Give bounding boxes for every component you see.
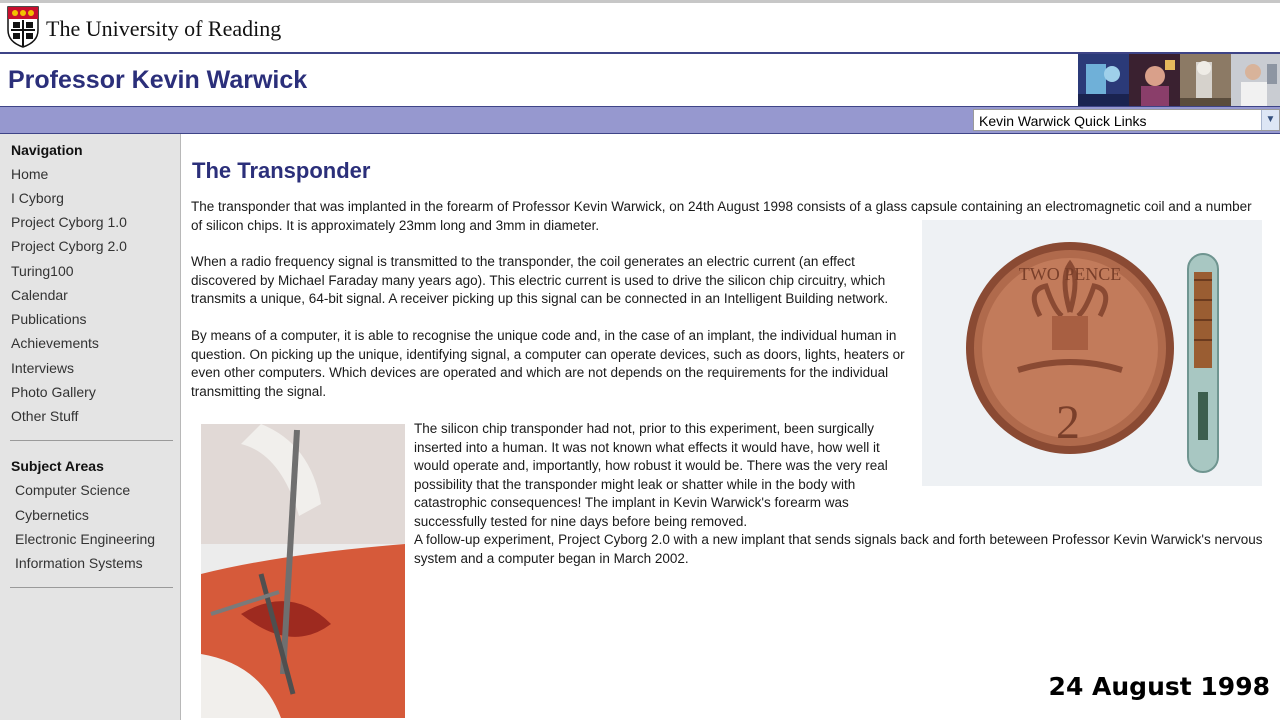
university-name[interactable]: The University of Reading — [46, 16, 282, 41]
university-header — [0, 0, 1280, 54]
nav-item-project-cyborg-2[interactable]: Project Cyborg 2.0 — [11, 238, 127, 254]
page-title: Professor Kevin Warwick — [8, 66, 308, 94]
sidebar-divider — [10, 440, 173, 441]
nav-item-project-cyborg-1[interactable]: Project Cyborg 1.0 — [11, 214, 127, 230]
paragraph-radio: When a radio frequency signal is transmitted to the transponder, the coil generates an electric current (an effect discovered by Michael Faraday many years ago). This electric current is used to drive the silicon chip circuitry, which transmits a unique, 64-bit signal. A receiver picking up this signal can be connected in an Intelligent Building network. — [191, 254, 889, 306]
implant-surgery-photo — [201, 424, 405, 718]
subject-item-information-systems[interactable]: Information Systems — [15, 555, 143, 571]
nav-item-publications[interactable]: Publications — [11, 311, 87, 327]
date-caption: 24 August 1998 — [1048, 672, 1270, 701]
sidebar — [0, 134, 181, 720]
paragraph-intro: The transponder that was implanted in the forearm of Professor Kevin Warwick, on 24th August 1998 consists of a glass capsule containing an electromagnetic coil and a number of silicon chips. It is approximately 23mm long and 3mm in diameter. — [191, 199, 1252, 233]
paragraph-surgery — [414, 420, 914, 531]
nav-item-i-cyborg[interactable]: I Cyborg — [11, 190, 64, 206]
header-photo-lab — [1129, 54, 1180, 106]
university-crest-icon[interactable] — [7, 6, 39, 48]
header-photo-portrait — [1231, 54, 1280, 106]
quicklinks-select[interactable] — [973, 109, 1280, 131]
nav-item-home[interactable]: Home — [11, 166, 49, 182]
subject-areas-heading: Subject Areas — [11, 458, 104, 474]
subject-item-electronic-engineering[interactable]: Electronic Engineering — [15, 531, 156, 547]
paragraph-surgery-text: The silicon chip transponder had not, prior to this experiment, been surgically inserted into a human. It was not known what effects it would have, how well it would operate and, importantly, how robust it would be. There was the very real possibility that the transponder might leak or shatter while in the body with catastrophic consequences! The implant in Kevin Warwick's forearm was successfully tested for nine days before being removed. — [414, 421, 888, 529]
header-photo-strip — [1078, 54, 1280, 106]
title-bar — [0, 54, 1280, 106]
nav-item-other-stuff[interactable]: Other Stuff — [11, 408, 79, 424]
coin-inscription: TWO PENCE — [1018, 264, 1122, 284]
subject-item-computer-science[interactable]: Computer Science — [15, 482, 131, 498]
quicklinks-bar — [0, 106, 1280, 134]
header-photo-robot — [1078, 54, 1129, 106]
chevron-down-icon[interactable]: ▼ — [1261, 110, 1279, 130]
paragraph-computer: By means of a computer, it is able to recognise the unique code and, in the case of an implant, the individual human in question. On picking up the unique, identifying signal, a computer can operate devices, such as doors, lights, heaters or even other computers. Which devices are operated and which are not depends on the requirements for the individual transmitting the signal. — [191, 328, 905, 399]
transponder-coin-photo — [922, 220, 1262, 486]
content-heading: The Transponder — [192, 158, 371, 183]
nav-item-photo-gallery[interactable]: Photo Gallery — [11, 384, 96, 400]
nav-item-turing100[interactable]: Turing100 — [11, 263, 74, 279]
navigation-heading: Navigation — [11, 142, 83, 158]
coin-numeral: 2 — [1056, 396, 1080, 449]
header-photo-robot-figure — [1180, 54, 1231, 106]
quicklinks-selected-value: Kevin Warwick Quick Links — [979, 113, 1147, 129]
nav-item-calendar[interactable]: Calendar — [11, 287, 68, 303]
subject-item-cybernetics[interactable]: Cybernetics — [15, 507, 89, 523]
nav-item-interviews[interactable]: Interviews — [11, 360, 75, 376]
sidebar-divider — [10, 587, 173, 588]
paragraph-follow-up: A follow-up experiment, Project Cyborg 2.0 with a new implant that sends signals back and forth beteween Professor Kevin Warwick's nervous system and a computer began in March 2002. — [414, 532, 1263, 566]
nav-item-achievements[interactable]: Achievements — [11, 335, 99, 351]
